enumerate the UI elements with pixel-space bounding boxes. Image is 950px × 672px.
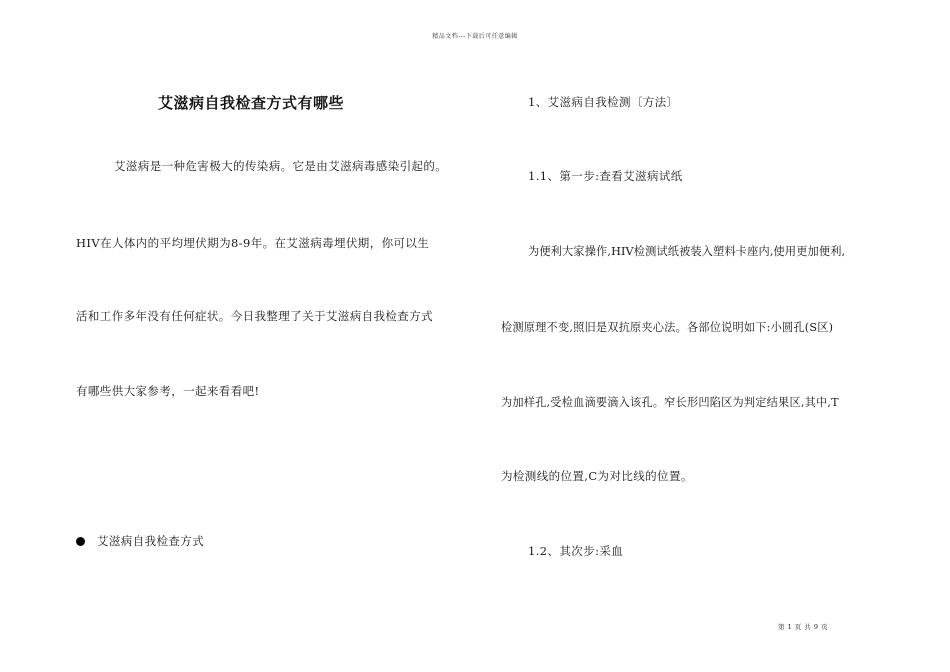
page-footer: 第 1 页 共 9 页 [778, 623, 829, 631]
header-note: 精品文档---下载后可任意编辑 [432, 33, 518, 40]
section-heading: 1、艾滋病自我检测〔方法〕 [528, 95, 679, 109]
left-paragraph-line: 有哪些供大家参考，一起来看看吧! [76, 384, 260, 398]
bullet-dot-icon [76, 537, 85, 546]
right-paragraph-line: 为便利大家操作,HIV检测试纸被装入塑料卡座内,使用更加便利, [528, 245, 846, 258]
bullet-label: 艾滋病自我检查方式 [97, 534, 205, 548]
left-paragraph-line: HIV在人体内的平均埋伏期为8-9年。在艾滋病毒埋伏期，你可以生 [76, 236, 430, 250]
left-paragraph-line: 艾滋病是一种危害极大的传染病。它是由艾滋病毒感染引起的。 [114, 159, 448, 173]
right-paragraph-line: 为加样孔,受检血滴要滴入该孔。窄长形凹陷区为判定结果区,其中,T [501, 396, 839, 409]
step-heading: 1.2、其次步:采血 [528, 544, 624, 558]
step-heading: 1.1、第一步:查看艾滋病试纸 [528, 169, 683, 183]
bullet-item [76, 533, 204, 549]
left-paragraph-line: 活和工作多年没有任何症状。今日我整理了关于艾滋病自我检查方式 [76, 309, 433, 323]
document-title: 艾滋病自我检查方式有哪些 [158, 94, 345, 112]
right-paragraph-line: 检测原理不变,照旧是双抗原夹心法。各部位说明如下:小圆孔(S区) [501, 321, 834, 334]
right-paragraph-line: 为检测线的位置,C为对比线的位置。 [501, 469, 693, 483]
